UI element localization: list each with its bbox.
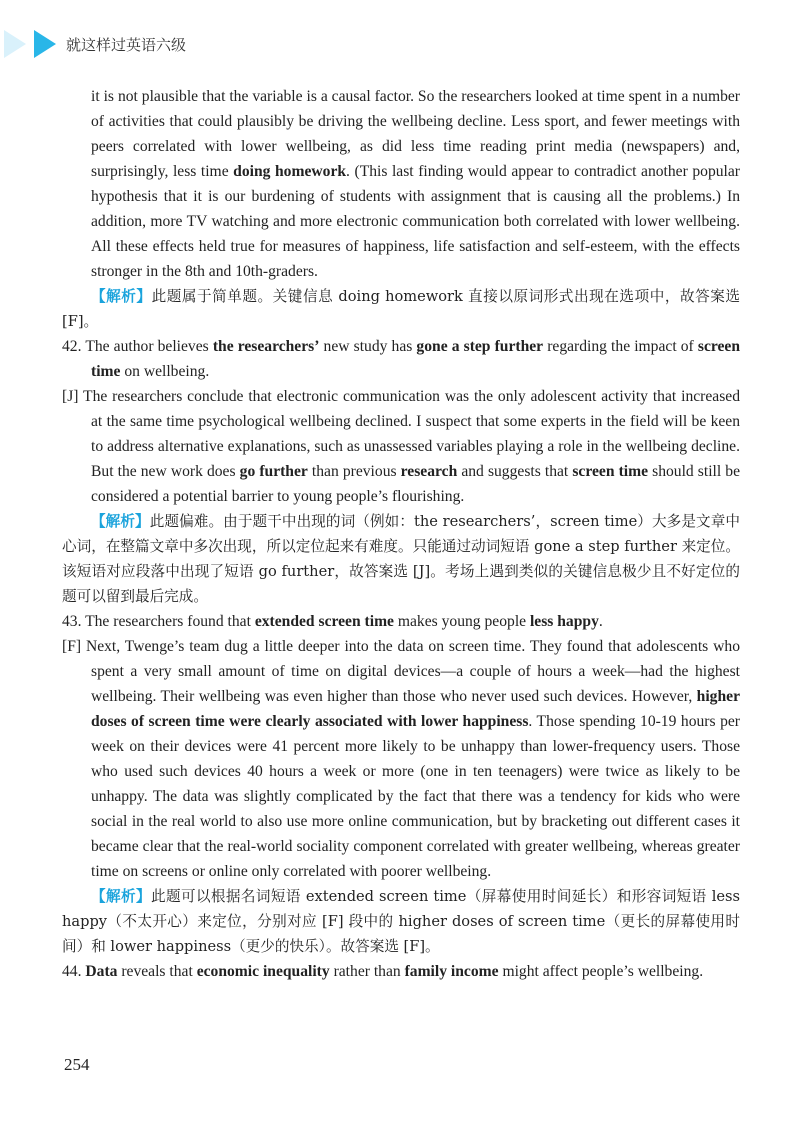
page-number: 254 — [64, 1055, 90, 1074]
analysis-note: 【解析】此题可以根据名词短语 extended screen time（屏幕使用时间延长）和形容词短语 less happy（不太开心）来定位，分别对应 [F] 段中的 higher doses of screen time（更长的屏幕使用时间）和 lower happiness（更少的快乐）。故答案选 [F]。 — [62, 888, 740, 955]
decorative-arrow-icon — [4, 30, 26, 58]
question-42: 42. The author believes the researchers’ new study has gone a step further regarding the impact of screen time on wellbeing. — [62, 338, 741, 380]
analysis-tag: 【解析】 — [91, 288, 152, 305]
book-title: 就这样过英语六级 — [66, 36, 187, 54]
question-44: 44. Data reveals that economic inequality rather than family income might affect people’s wellbeing. — [62, 963, 704, 980]
analysis-tag: 【解析】 — [91, 513, 150, 530]
passage-paragraph: it is not plausible that the variable is a causal factor. So the researchers looked at time spent in a number of activities that could plausibly be driving the wellbeing decline. Less sport, and fewer meetings with peers correlated with lower wellbeing, as did less time reading print media (newspapers) and, surprisingly, less time doing homework. (This last finding would appear to contradict another popular hypothesis that it is our burdening of students with assignment that is causing all the problems.) In addition, more TV watching and more electronic communication both correlated with lower wellbeing. All these effects held true for measures of happiness, life satisfaction and self-esteem, with the effects stronger in the 8th and 10th-graders. — [91, 88, 740, 280]
paragraph-f: [F] Next, Twenge’s team dug a little deeper into the data on screen time. They found that adolescents who spent a very small amount of time on digital devices—a couple of hours a week—had the highest wellbeing. Their wellbeing was even higher than those who never used such devices. However, higher doses of screen time were clearly associated with lower happiness. Those spending 10-19 hours per week on their devices were 41 percent more likely to be unhappy than lower-frequency users. Those who used such devices 40 hours a week or more (one in ten teenagers) were twice as likely to be unhappy. The data was slightly complicated by the fact that there was a tendency for kids who were social in the real world to also use more online communication, but by bracketing out different cases it became clear that the real-world sociality component correlated with greater wellbeing, whereas greater time on screens or online only correlated with poorer wellbeing. — [62, 638, 741, 880]
analysis-note: 【解析】此题偏难。由于题干中出现的词（例如：the researchers’，screen time）大多是文章中心词，在整篇文章中多次出现，所以定位起来有难度。只能通过动词短语 gone a step further 来定位。该短语对应段落中出现了短语 go further，故答案选 [J]。考场上遇到类似的关键信息极少且不好定位的题可以留到最后完成。 — [62, 513, 740, 605]
analysis-note: 【解析】此题属于简单题。关键信息 doing homework 直接以原词形式出现在选项中，故答案选 [F]。 — [62, 288, 740, 330]
arrow-icon — [34, 30, 56, 58]
page-header — [0, 22, 800, 66]
analysis-tag: 【解析】 — [91, 888, 151, 905]
paragraph-j: [J] The researchers conclude that electronic communication was the only adolescent activity that increased at the same time psychological wellbeing declined. I suspect that some experts in the field will be keen to address alternative explanations, such as unassessed variables playing a role in the wellbeing decline. But the new work does go further than previous research and suggests that screen time should still be considered a potential barrier to young people’s flourishing. — [62, 388, 741, 505]
page-content — [62, 84, 740, 984]
question-43: 43. The researchers found that extended screen time makes young people less happy. — [62, 613, 603, 630]
